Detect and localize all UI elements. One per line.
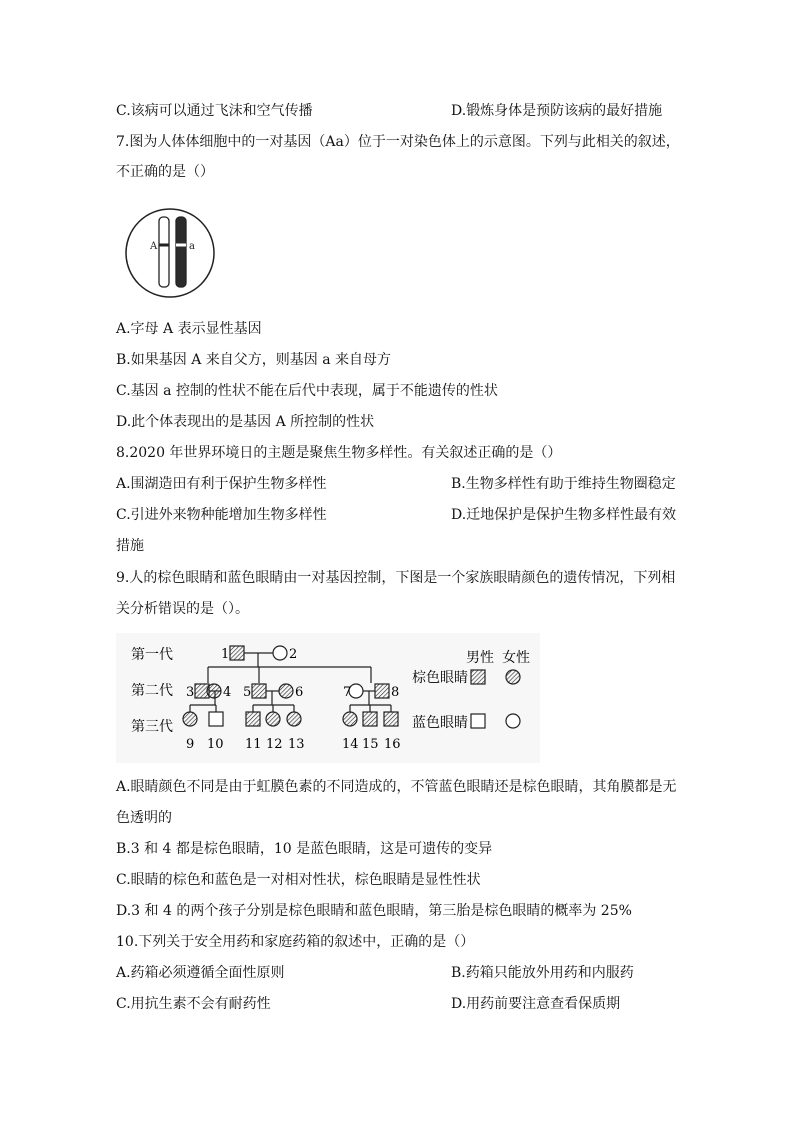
individual-4-female-brown [207, 684, 221, 698]
chromosome-left [159, 217, 169, 287]
individual-1-male-brown [230, 646, 244, 660]
individual-16-male-brown [384, 712, 398, 726]
legend-blue-label: 蓝色眼睛 [412, 715, 468, 731]
q7-stem-line1: 7.图为人体体细胞中的一对基因（Aa）位于一对染色体上的示意图。下列与此相关的叙述， [116, 134, 680, 150]
legend-brown-male-symbol [471, 670, 485, 684]
q6-option-d: D.锻炼身体是预防该病的最好措施 [451, 103, 663, 119]
individual-14-female-brown [343, 712, 357, 726]
individual-15-male-brown [363, 712, 377, 726]
individual-13-female-brown [287, 712, 301, 726]
q9-stem-line1: 9.人的棕色眼睛和蓝色眼睛由一对基因控制，下图是一个家族眼睛颜色的遗传情况，下列相 [116, 570, 676, 586]
label-10: 10 [207, 737, 224, 752]
individual-5-male-brown [252, 684, 266, 698]
label-5: 5 [243, 685, 252, 700]
pedigree-chart [116, 633, 540, 763]
label-9: 9 [186, 737, 195, 752]
gen1-label: 第一代 [131, 647, 173, 663]
legend-blue-male-symbol [471, 714, 485, 728]
q8-option-a: A.围湖造田有利于保护生物多样性 [116, 476, 327, 492]
individual-2-female-blue [273, 646, 287, 660]
gene-label-A: A [150, 241, 158, 252]
q9-option-c: C.眼睛的棕色和蓝色是一对相对性状，棕色眼睛是显性性状 [116, 872, 481, 888]
legend-blue-female-symbol [506, 714, 520, 728]
gene-label-a: a [189, 241, 195, 252]
q7-option-b: B.如果基因 A 来自父方，则基因 a 来自母方 [116, 352, 391, 368]
legend-female-label: 女性 [502, 650, 530, 666]
individual-10-male-blue [209, 712, 223, 726]
q8-option-d-continued: 措施 [116, 538, 144, 554]
q10-option-d: D.用药前要注意查看保质期 [451, 996, 621, 1012]
label-12: 12 [266, 737, 283, 752]
legend-male-label: 男性 [466, 650, 494, 666]
individual-9-female-brown [183, 712, 197, 726]
q8-option-c: C.引进外来物种能增加生物多样性 [116, 507, 327, 523]
q9-stem-line2: 关分析错误的是（）。 [116, 601, 249, 617]
chromosome-figure [110, 205, 230, 300]
label-11: 11 [245, 737, 262, 752]
q6-option-c: C.该病可以通过飞沫和空气传播 [116, 103, 313, 119]
legend-brown-female-symbol [506, 670, 520, 684]
label-15: 15 [362, 737, 379, 752]
individual-12-female-brown [266, 712, 280, 726]
label-1: 1 [221, 647, 230, 662]
q7-option-c: C.基因 a 控制的性状不能在后代中表现，属于不能遗传的性状 [116, 383, 498, 399]
q10-stem: 10.下列关于安全用药和家庭药箱的叙述中，正确的是（） [116, 934, 475, 950]
individual-6-female-brown [279, 684, 293, 698]
q9-option-b: B.3 和 4 都是棕色眼睛，10 是蓝色眼睛，这是可遗传的变异 [116, 841, 493, 857]
label-16: 16 [384, 737, 401, 752]
q7-option-a: A.字母 A 表示显性基因 [116, 321, 262, 337]
individual-8-male-brown [375, 684, 389, 698]
cell-outline [126, 209, 214, 297]
legend-brown-label: 棕色眼睛 [412, 670, 468, 686]
label-7: 7 [343, 685, 352, 700]
q9-option-a-line2: 色透明的 [116, 810, 172, 826]
label-4: 4 [223, 685, 232, 700]
individual-11-male-brown [246, 712, 260, 726]
label-3: 3 [186, 685, 195, 700]
label-6: 6 [295, 685, 304, 700]
label-13: 13 [288, 737, 305, 752]
q8-stem: 8.2020 年世界环境日的主题是聚焦生物多样性。有关叙述正确的是（） [116, 445, 562, 461]
q10-option-c: C.用抗生素不会有耐药性 [116, 996, 271, 1012]
gen2-label: 第二代 [131, 683, 173, 699]
q7-option-d: D.此个体表现出的是基因 A 所控制的性状 [116, 414, 375, 430]
q10-option-b: B.药箱只能放外用药和内服药 [451, 965, 634, 981]
chromosome-right [176, 217, 186, 287]
q9-option-a-line1: A.眼睛颜色不同是由于虹膜色素的不同造成的，不管蓝色眼睛还是棕色眼睛，其角膜都是无 [116, 779, 677, 795]
label-14: 14 [342, 737, 359, 752]
label-2: 2 [289, 647, 298, 662]
q9-option-d: D.3 和 4 的两个孩子分别是棕色眼睛和蓝色眼睛，第三胎是棕色眼睛的概率为 25% [116, 903, 632, 919]
gen3-label: 第三代 [131, 719, 173, 735]
label-8: 8 [391, 685, 400, 700]
q8-option-d: D.迁地保护是保护生物多样性最有效 [451, 507, 677, 523]
q7-stem-line2: 不正确的是（） [116, 164, 214, 180]
q10-option-a: A.药箱必须遵循全面性原则 [116, 965, 285, 981]
q8-option-b: B.生物多样性有助于维持生物圈稳定 [451, 476, 676, 492]
